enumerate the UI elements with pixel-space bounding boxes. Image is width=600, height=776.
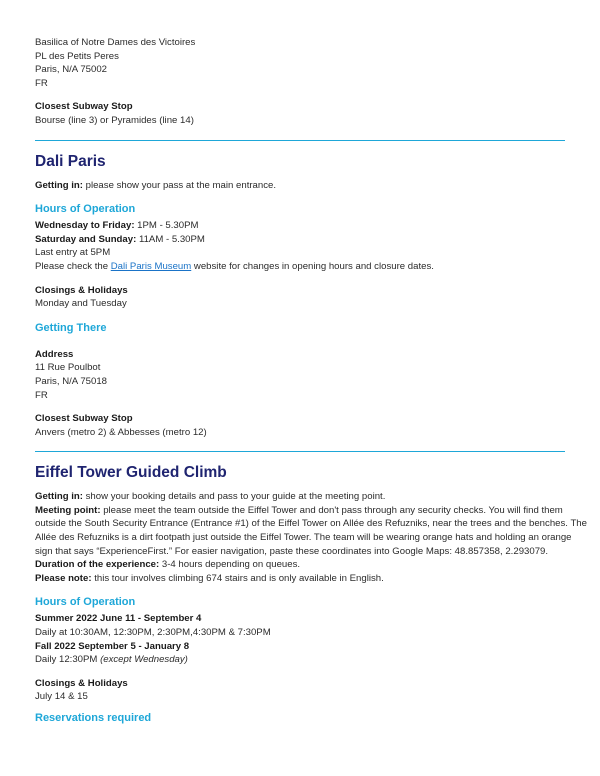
subway-label: Closest Subway Stop (35, 101, 133, 113)
hours-label: Wednesday to Friday: (35, 220, 135, 232)
eiffel-summer-label: Summer 2022 June 11 - September 4 (35, 613, 202, 625)
subway-value: Bourse (line 3) or Pyramides (line 14) (35, 114, 194, 126)
note-label: Please note: (35, 572, 92, 584)
dali-check-website (35, 260, 565, 274)
meeting-label: Meeting point: (35, 504, 101, 516)
address-line-2: PL des Petits Peres (35, 50, 119, 62)
dali-address-line-2: Paris, N/A 75018 (35, 375, 107, 387)
getting-in-text: please show your pass at the main entrance. (82, 179, 277, 191)
meeting-text-1: please meet the team outside the Eiffel Tower and don't pass through any security checks. You will find them (100, 504, 563, 516)
note-text: this tour involves climbing 674 stairs and is only available in English. (91, 572, 384, 584)
dali-hours-weekday (35, 219, 565, 233)
eiffel-getting-in (35, 490, 565, 504)
address-line-3: Paris, N/A 75002 (35, 64, 107, 76)
check-pre: Please check the (35, 260, 111, 272)
duration-text: 3-4 hours depending on queues. (159, 559, 301, 571)
hours-label: Saturday and Sunday: (35, 233, 137, 245)
dali-closings-label: Closings & Holidays (35, 284, 128, 296)
dali-getting-there-heading: Getting There (35, 321, 107, 334)
dali-subway-label: Closest Subway Stop (35, 413, 133, 425)
document-page (35, 36, 587, 726)
dali-subway-value: Anvers (metro 2) & Abbesses (metro 12) (35, 426, 207, 438)
dali-closings-value: Monday and Tuesday (35, 298, 127, 310)
dali-title: Dali Paris (35, 152, 106, 170)
address-line-4: FR (35, 77, 48, 89)
dali-hours-heading: Hours of Operation (35, 203, 136, 216)
getting-in-label: Getting in: (35, 179, 83, 191)
eiffel-hours-heading: Hours of Operation (35, 596, 136, 609)
eiffel-fall-value (35, 653, 565, 667)
fall-value: Daily 12:30PM (35, 654, 101, 666)
meeting-text-4: sign that says “ExperienceFirst.” For easier navigation, paste these coordinates into Google Maps: 48.857358, 2.293079. (35, 545, 549, 557)
dali-address-line-3: FR (35, 389, 48, 401)
dali-address-line-1: 11 Rue Poulbot (35, 362, 101, 374)
hours-value: 1PM - 5.30PM (134, 220, 199, 232)
dali-section (35, 152, 565, 440)
duration-label: Duration of the experience: (35, 559, 160, 571)
fall-note: (except Wednesday) (100, 654, 188, 666)
dali-address-label: Address (35, 348, 74, 360)
eiffel-closings-value: July 14 & 15 (35, 691, 88, 703)
eiffel-title: Eiffel Tower Guided Climb (35, 464, 227, 482)
eiffel-section (35, 463, 587, 726)
eiffel-reservations-heading: Reservations required (35, 712, 152, 724)
dali-getting-in (35, 179, 565, 193)
eiffel-duration (35, 558, 565, 572)
hours-value: 11AM - 5.30PM (136, 233, 205, 245)
dali-museum-link[interactable]: Dali Paris Museum (110, 260, 192, 272)
meeting-text-3: Allée des Refuzniks is a dirt footpath just outside the Eiffel Tower. The team will be wearing orange hats and holding an orange (35, 532, 572, 544)
getting-in-label: Getting in: (35, 491, 83, 503)
eiffel-meeting-point (35, 504, 565, 518)
eiffel-fall-label: Fall 2022 September 5 - January 8 (35, 640, 190, 652)
meeting-text-2: outside the South Security Entrance (Entrance #1) of the Eiffel Tower on Allée des Refuzniks, near the trees and the benches. The (35, 518, 587, 530)
address-line-1: Basilica of Notre Dames des Victoires (35, 37, 196, 48)
eiffel-closings-label: Closings & Holidays (35, 677, 128, 689)
eiffel-note (35, 572, 565, 586)
dali-hours-weekend (35, 233, 565, 247)
dali-last-entry: Last entry at 5PM (35, 247, 111, 259)
top-address-block (35, 36, 565, 128)
check-post: website for changes in opening hours and closure dates. (191, 260, 434, 272)
eiffel-summer-value: Daily at 10:30AM, 12:30PM, 2:30PM,4:30PM & 7:30PM (35, 627, 271, 639)
getting-in-text: show your booking details and pass to your guide at the meeting point. (82, 491, 386, 503)
